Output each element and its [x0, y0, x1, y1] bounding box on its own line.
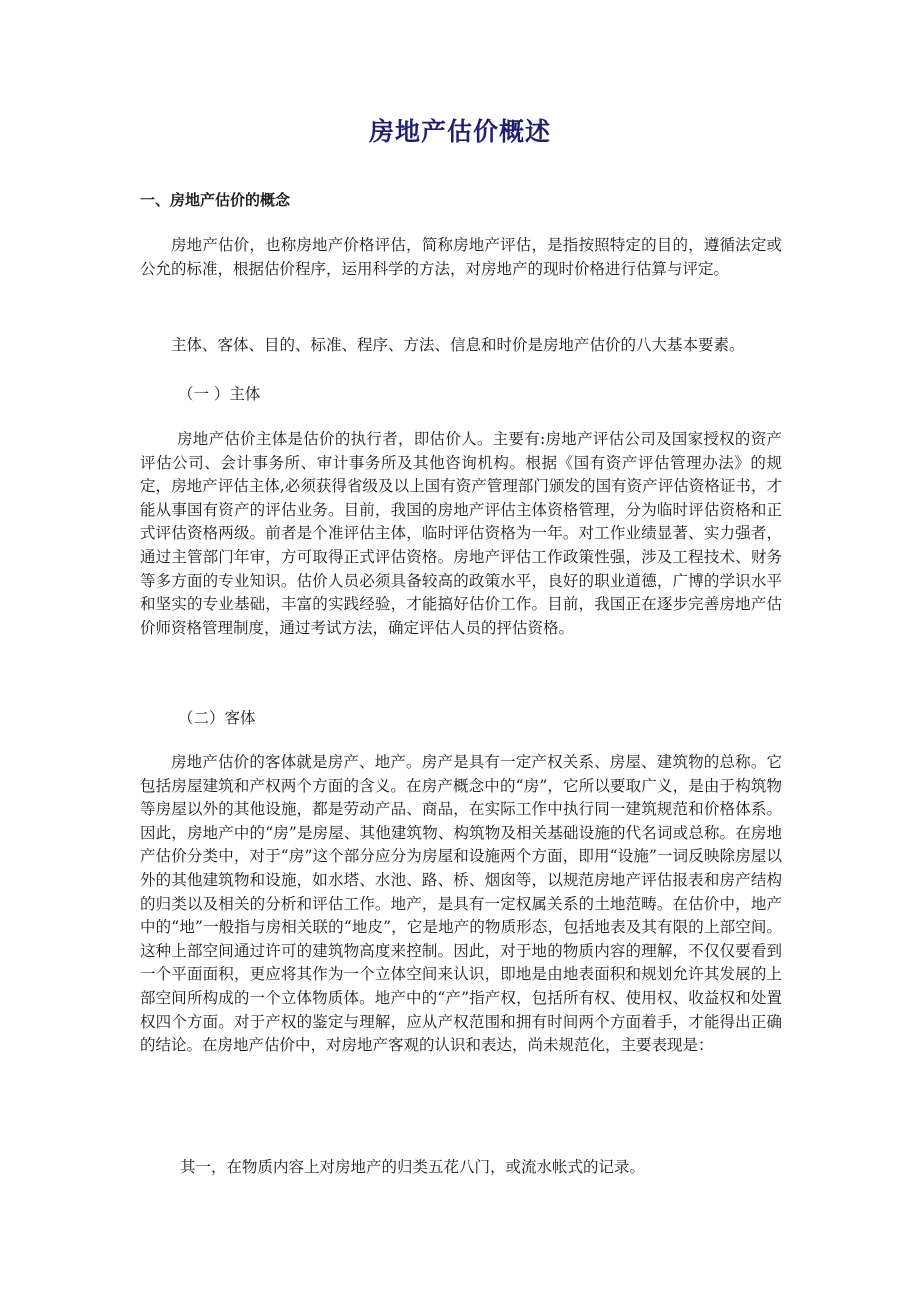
subheading-subject: （一 ）主体: [178, 385, 261, 403]
paragraph-subject: 房地产估价主体是估价的执行者，即估价人。主要有:房地产评估公司及国家授权的资产评估公司、会计事务所、审计事务所及其他咨询机构。根据《国有资产评估管理办法》的规定，房地产评估主体,必须获得省级及以上国有资产管理部门颁发的国有资产评估资格证书，才能从事国有资产的评估业务。目前，我国的房地产评估主体资格管理，分为临时评估资格和正式评估资格两级。前者是个准评估主体，临时评估资格为一年。对工作业绩显著、实力强者，通过主管部门年审，方可取得正式评估资格。房地产评估工作政策性强，涉及工程技术、财务等多方面的专业知识。估价人员必须具备较高的政策水平，良好的职业道德，广博的学识水平和坚实的专业基础，丰富的实践经验，才能搞好估价工作。目前，我国正在逐步完善房地产估价师资格管理制度，通过考试方法，确定评估人员的抨估资格。: [140, 430, 782, 637]
paragraph-definition: 房地产估价，也称房地产价格评估，简称房地产评估，是指按照特定的目的，遵循法定或公允的标准，根据估价程序，运用科学的方法，对房地产的现时价格进行估算与评定。: [140, 236, 782, 278]
paragraph-elements: 主体、客体、目的、标准、程序、方法、信息和时价是房地产估价的八大基本要素。: [171, 336, 745, 354]
subheading-object: （二）客体: [178, 709, 256, 727]
paragraph-object: 房地产估价的客体就是房产、地产。房产是具有一定产权关系、房屋、建筑物的总称。它包括房屋建筑和产权两个方面的含义。在房产概念中的“房”，它所以要取广义，是由于构筑物等房屋以外的其他设施，都是劳动产品、商品，在实际工作中执行同一建筑规范和价格体系。因此，房地产中的“房”是房屋、其他建筑物、构筑物及相关基础设施的代名词或总称。在房地产估价分类中，对于“房”这个部分应分为房屋和设施两个方面，即用“设施”一词反映除房屋以外的其他建筑物和设施，如水塔、水池、路、桥、烟囱等，以规范房地产评估报表和房产结构的归类以及相关的分析和评估工作。地产，是具有一定权属关系的土地范畴。在估价中，地产中的“地”一般指与房相关联的“地皮”，它是地产的物质形态，包括地表及其有限的上部空间。这种上部空间通过许可的建筑物高度来控制。因此，对于地的物质内容的理解，不仅仅要看到一个平面面积，更应将其作为一个立体空间来认识，即地是由地表面积和规划允许其发展的上部空间所构成的一个立体物质体。地产中的“产”指产权，包括所有权、使用权、收益权和处置权四个方面。对于产权的鉴定与理解，应从产权范围和拥有时间两个方面着手，才能得出正确的结论。在房地产估价中，对房地产客观的认识和表达，尚未规范化，主要表现是：: [140, 753, 782, 1055]
document-title: 房地产估价概述: [368, 117, 551, 146]
paragraph-first-point: 其一，在物质内容上对房地产的归类五花八门，或流水帐式的记录。: [180, 1158, 646, 1176]
section-heading: 一、房地产估价的概念: [140, 191, 291, 209]
